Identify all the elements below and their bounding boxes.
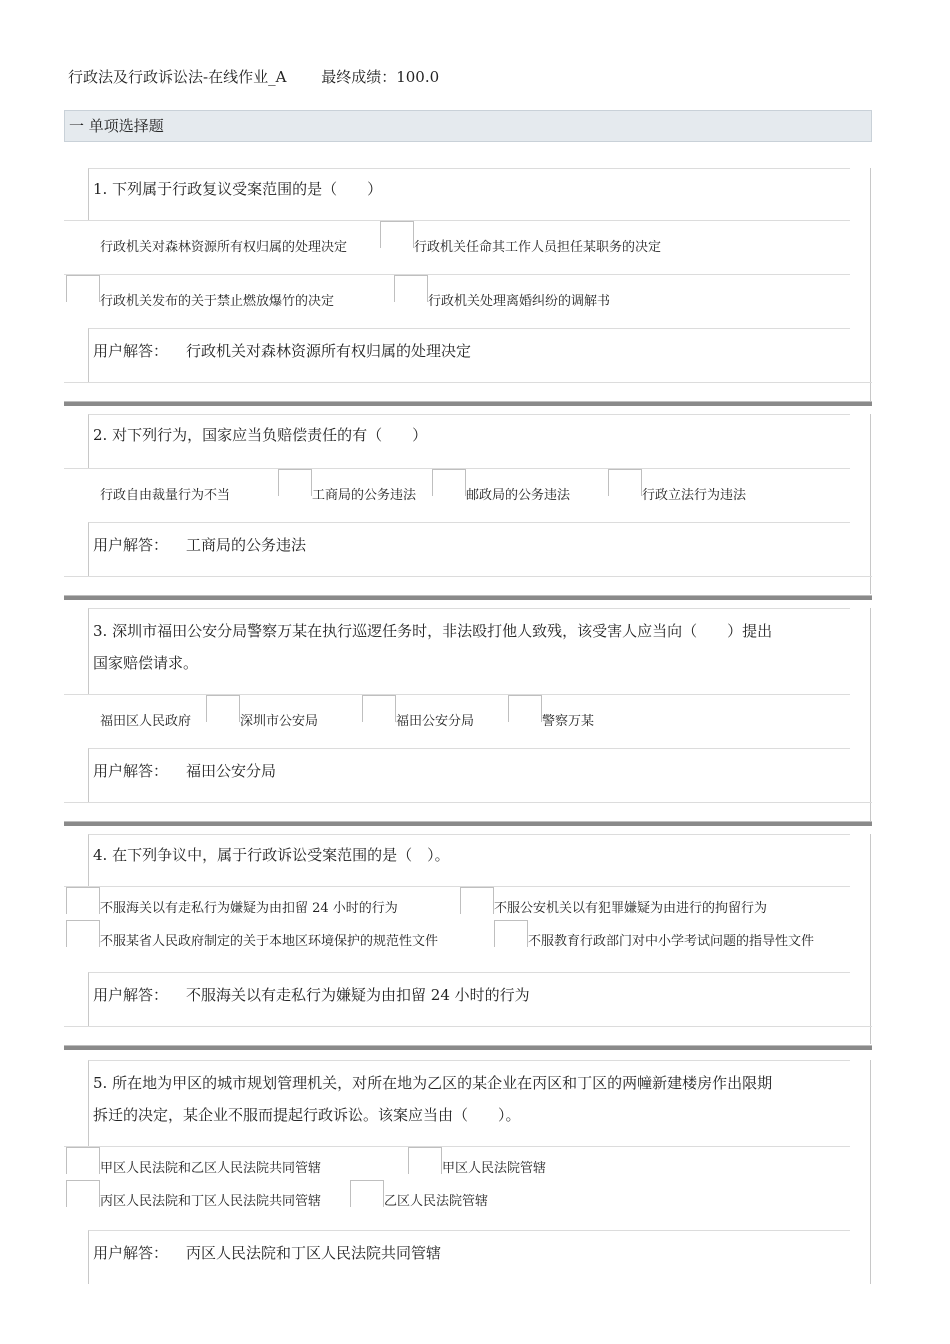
question-text: 5. 所在地为甲区的城市规划管理机关，对所在地为乙区的某企业在丙区和丁区的两幢新建楼房作出限期 拆迁的决定，某企业不服而提起行政诉讼。该案应当由（ ）。 [88,1060,850,1146]
option-b-radio[interactable] [380,221,414,248]
option-a[interactable]: 行政自由裁量行为不当 [100,488,231,503]
question-5 [64,1060,874,1284]
question-4 [64,834,874,1044]
option-row [64,920,850,954]
question-text: 1. 下列属于行政复议受案范围的是（ ） [88,168,850,220]
final-grade: 最终成绩：100.0 [321,68,440,86]
user-answer: 用户解答： 行政机关对森林资源所有权归属的处理决定 [88,328,850,382]
option-a[interactable]: 福田区人民政府 [100,714,192,729]
option-c-radio[interactable] [66,920,100,947]
divider [64,382,872,403]
user-answer: 用户解答： 工商局的公务违法 [88,522,850,576]
question-1 [64,168,874,404]
option-row [64,220,850,275]
option-b[interactable]: 深圳市公安局 [240,714,319,729]
question-3 [64,608,874,824]
option-b[interactable]: 不服公安机关以有犯罪嫌疑为由进行的拘留行为 [494,901,768,916]
option-row [64,694,850,749]
question-text: 3. 深圳市福田公安分局警察万某在执行巡逻任务时，非法殴打他人致残，该受害人应当向（ ）提出 国家赔偿请求。 [88,608,850,694]
option-a-radio[interactable] [66,887,100,914]
divider [64,576,872,597]
option-d-radio[interactable] [394,275,428,302]
section-title: 一 单项选择题 [64,110,872,142]
option-a[interactable]: 不服海关以有走私行为嫌疑为由扣留 24 小时的行为 [100,901,398,916]
option-c[interactable]: 不服某省人民政府制定的关于本地区环境保护的规范性文件 [100,934,439,949]
user-answer: 用户解答： 福田公安分局 [88,748,850,802]
question-text: 4. 在下列争议中，属于行政诉讼受案范围的是（ ）。 [88,834,850,886]
divider [64,1026,872,1047]
option-d[interactable]: 行政立法行为违法 [642,488,747,503]
option-c[interactable]: 行政机关发布的关于禁止燃放爆竹的决定 [100,294,335,309]
user-answer: 用户解答： 丙区人民法院和丁区人民法院共同管辖 [88,1230,850,1284]
question-2 [64,414,874,594]
option-row [64,274,850,329]
option-c-radio[interactable] [362,695,396,722]
option-row [64,886,850,921]
option-d-radio[interactable] [350,1180,384,1207]
option-row [64,468,850,523]
option-d[interactable]: 警察万某 [542,714,595,729]
option-a[interactable]: 行政机关对森林资源所有权归属的处理决定 [100,240,348,255]
option-c-radio[interactable] [66,275,100,302]
option-b-radio[interactable] [408,1147,442,1174]
option-b[interactable]: 工商局的公务违法 [312,488,417,503]
page-header [68,66,439,87]
option-c-radio[interactable] [66,1180,100,1207]
option-d-radio[interactable] [508,695,542,722]
option-a-radio[interactable] [66,1147,100,1174]
option-c[interactable]: 丙区人民法院和丁区人民法院共同管辖 [100,1194,322,1209]
option-d[interactable]: 不服教育行政部门对中小学考试问题的指导性文件 [528,934,815,949]
option-b-radio[interactable] [278,469,312,496]
option-d-radio[interactable] [608,469,642,496]
option-d[interactable]: 行政机关处理离婚纠纷的调解书 [428,294,611,309]
option-c[interactable]: 福田公安分局 [396,714,475,729]
option-b-radio[interactable] [460,887,494,914]
assignment-title: 行政法及行政诉讼法-在线作业_A [68,68,287,86]
option-d[interactable]: 乙区人民法院管辖 [384,1194,489,1209]
option-row [64,1146,850,1181]
option-b[interactable]: 甲区人民法院管辖 [442,1161,547,1176]
option-row [64,1180,850,1214]
option-c-radio[interactable] [432,469,466,496]
option-b-radio[interactable] [206,695,240,722]
divider [64,802,872,823]
option-a[interactable]: 甲区人民法院和乙区人民法院共同管辖 [100,1161,322,1176]
option-d-radio[interactable] [494,920,528,947]
question-text: 2. 对下列行为，国家应当负赔偿责任的有（ ） [88,414,850,468]
option-c[interactable]: 邮政局的公务违法 [466,488,571,503]
option-b[interactable]: 行政机关任命其工作人员担任某职务的决定 [414,240,662,255]
user-answer: 用户解答： 不服海关以有走私行为嫌疑为由扣留 24 小时的行为 [88,972,850,1026]
